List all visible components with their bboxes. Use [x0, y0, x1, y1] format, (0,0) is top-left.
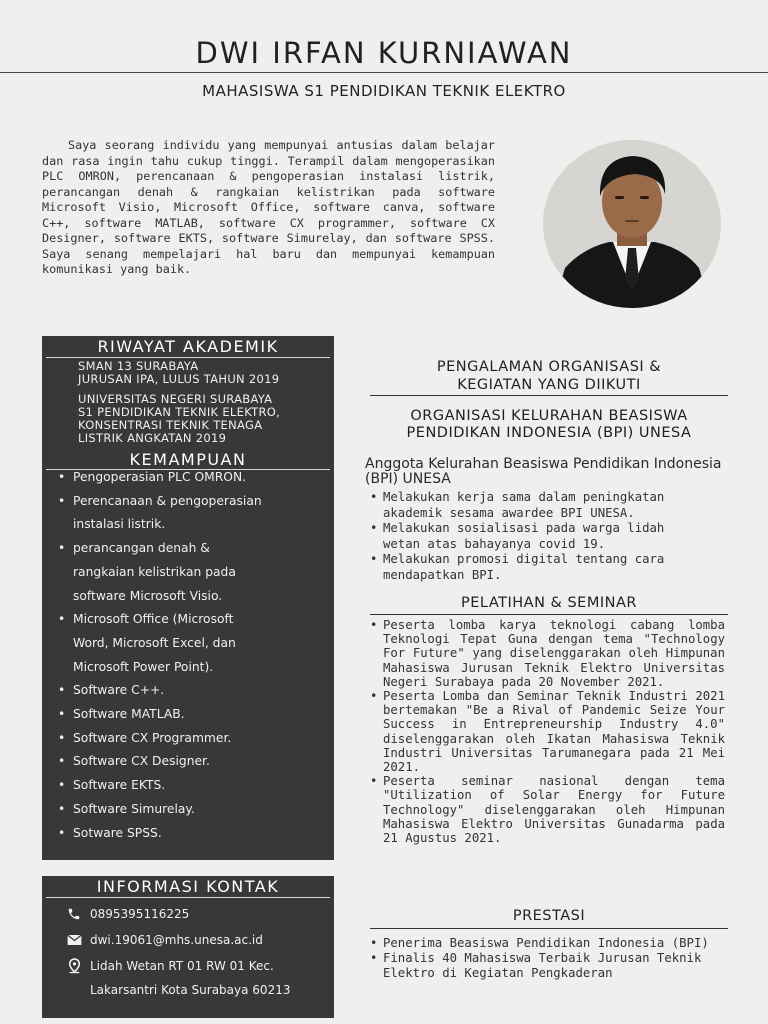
academic-line: KONSENTRASI TEKNIK TENAGA	[78, 418, 263, 432]
training-list	[368, 618, 725, 845]
achievements-list	[368, 936, 728, 981]
location-pin-icon	[64, 956, 84, 976]
skill-item: Microsoft Power Point).	[73, 659, 214, 674]
activity-item: • Melakukan kerja sama dalam peningkatan akademik sesama awardee BPI UNESA.	[368, 490, 708, 521]
training-divider	[370, 614, 728, 615]
academic-school-1	[42, 360, 334, 386]
academic-line: LISTRIK ANGKATAN 2019	[78, 431, 227, 445]
academic-line: UNIVERSITAS NEGERI SURABAYA	[78, 392, 273, 406]
profile-summary: Saya seorang individu yang mempunyai antusias dalam belajar dan rasa ingin tahu cukup tinggi. Terampil dalam mengoperasikan PLC OMRON, perencanaan & pengoperasian instalasi listrik, perancangan denah & rangkaian kelistrikan pada software Microsoft Visio, Microsoft Office, software canva, software C++, software MATLAB, software CX programmer, software CX Designer, software EKTS, software Simurelay, dan software SPSS. Saya senang mempelajari hal baru dan mempunyai kemampuan komunikasi yang baik.	[42, 138, 495, 276]
academic-school-2	[42, 393, 334, 445]
achievements-divider	[370, 928, 728, 929]
organization-activities	[368, 490, 708, 583]
contact-address-text	[90, 954, 290, 1002]
academic-line: S1 PENDIDIKAN TEKNIK ELEKTRO,	[78, 405, 281, 419]
training-item: • Peserta lomba karya teknologi cabang lomba Teknologi Tepat Guna dengan tema "Technology For Future" yang diselenggarakan oleh Himpunan Mahasiswa Jurusan Teknik Elektro Universitas Negeri Surabaya pada 20 November 2021.	[368, 618, 725, 689]
contact-address-line: Lakarsantri Kota Surabaya 60213	[90, 983, 291, 997]
organization-name	[370, 408, 728, 442]
skill-item: • Software C++.	[58, 679, 334, 703]
training-title: PELATIHAN & SEMINAR	[461, 595, 637, 611]
skill-item: • Software CX Programmer.	[58, 727, 334, 751]
skill-item: software Microsoft Visio.	[73, 588, 223, 603]
header-divider	[0, 72, 768, 73]
profile-photo	[543, 140, 721, 308]
organization-title-line: KEGIATAN YANG DIIKUTI	[457, 377, 641, 393]
email-icon	[64, 930, 84, 950]
contact-phone-text: 0895395116225	[90, 907, 190, 921]
candidate-name: DWI IRFAN KURNIAWAN	[195, 36, 573, 70]
contact-title: INFORMASI KONTAK	[96, 877, 280, 896]
skill-item: rangkaian kelistrikan pada	[73, 564, 236, 579]
contact-phone	[64, 902, 189, 926]
achievement-item: • Finalis 40 Mahasiswa Terbaik Jurusan Teknik Elektro di Kegiatan Pengkaderan	[368, 951, 728, 981]
organization-name-line: PENDIDIKAN INDONESIA (BPI) UNESA	[406, 425, 692, 441]
candidate-subtitle: MAHASISWA S1 PENDIDIKAN TEKNIK ELEKTRO	[202, 82, 566, 100]
training-item: • Peserta Lomba dan Seminar Teknik Industri 2021 bertemakan "Be a Rival of Pandemic Seize Your Success in Entrepreneurship Industry 4.0" diselenggarakan oleh Ikatan Mahasiswa Teknik Industri Universitas Tarumanegara pada 21 Mei 2021.	[368, 689, 725, 774]
activity-item: • Melakukan promosi digital tentang cara mendapatkan BPI.	[368, 552, 708, 583]
contact-panel	[42, 876, 334, 1018]
organization-title	[370, 358, 728, 394]
academic-line: JURUSAN IPA, LULUS TAHUN 2019	[78, 372, 280, 386]
organization-divider	[370, 395, 728, 396]
contact-email-text: dwi.19061@mhs.unesa.ac.id	[90, 933, 263, 947]
training-item: • Peserta seminar nasional dengan tema "Utilization of Solar Energy for Future Technology" diselenggarakan oleh Himpunan Mahasiswa Elektro Universitas Gunadarma pada 21 Agustus 2021.	[368, 774, 725, 845]
academic-divider	[46, 357, 330, 358]
contact-divider	[46, 897, 330, 898]
achievements-title: PRESTASI	[512, 908, 586, 924]
skill-item: instalasi listrik.	[73, 517, 166, 532]
skill-item: • Software MATLAB.	[58, 703, 334, 727]
person-avatar-icon	[543, 140, 721, 308]
skill-item: • Microsoft Office (Microsoft	[58, 608, 334, 632]
contact-address-line: Lidah Wetan RT 01 RW 01 Kec.	[90, 959, 274, 973]
skill-item: • Software CX Designer.	[58, 750, 334, 774]
skill-item: • Software Simurelay.	[58, 798, 334, 822]
activity-item: • Melakukan sosialisasi pada warga lidah wetan atas bahayanya covid 19.	[368, 521, 708, 552]
contact-email	[64, 928, 263, 952]
skill-item: • perancangan denah &	[58, 537, 334, 561]
phone-icon	[64, 904, 84, 924]
academic-skills-panel	[42, 336, 334, 860]
contact-address	[64, 954, 290, 1002]
academic-line: SMAN 13 SURABAYA	[78, 359, 199, 373]
skill-item: • Pengoperasian PLC OMRON.	[58, 466, 334, 490]
achievement-item: • Penerima Beasiswa Pendidikan Indonesia (BPI)	[368, 936, 728, 951]
skills-list	[42, 466, 334, 845]
academic-title: RIWAYAT AKADEMIK	[97, 337, 279, 356]
organization-role: Anggota Kelurahan Beasiswa Pendidikan Indonesia (BPI) UNESA	[365, 456, 722, 487]
organization-title-line: PENGALAMAN ORGANISASI &	[436, 359, 662, 375]
skill-item: Word, Microsoft Excel, dan	[73, 635, 236, 650]
skills-title: KEMAMPUAN	[129, 450, 247, 469]
organization-name-line: ORGANISASI KELURAHAN BEASISWA	[410, 408, 688, 424]
skill-item: • Software EKTS.	[58, 774, 334, 798]
skill-item: • Perencanaan & pengoperasian	[58, 490, 334, 514]
skill-item: • Sotware SPSS.	[58, 822, 334, 846]
